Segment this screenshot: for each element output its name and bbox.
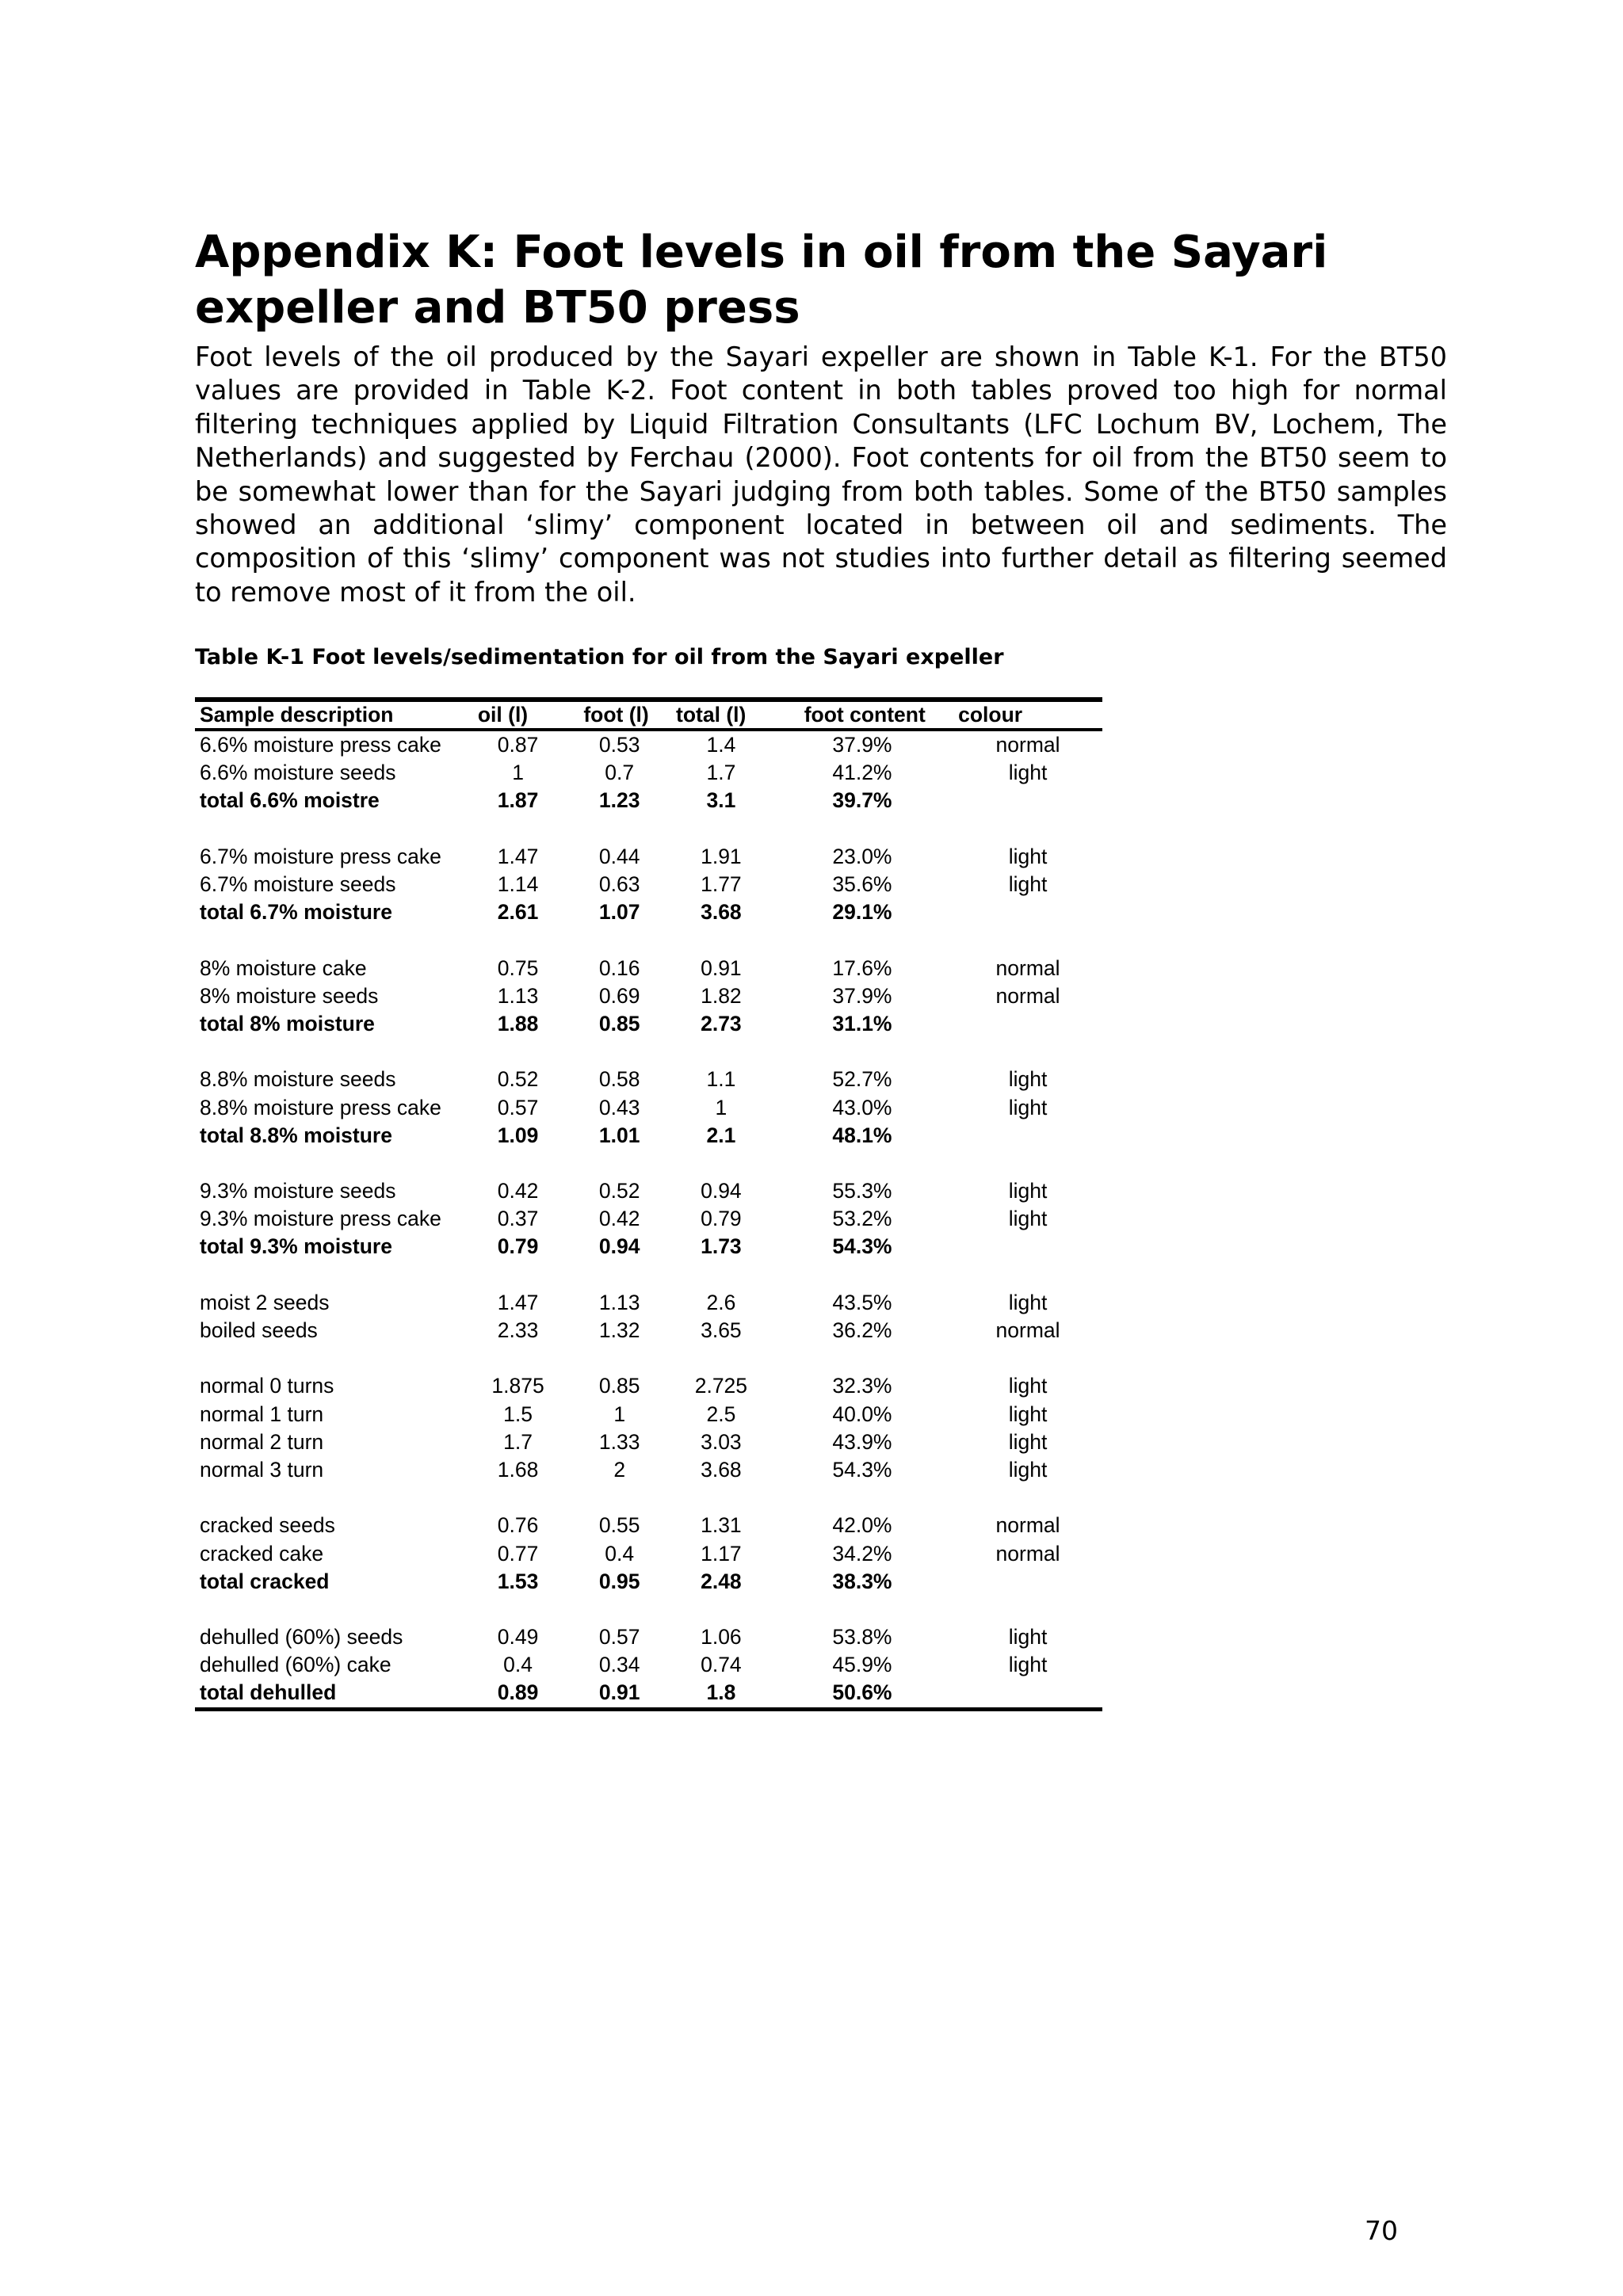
cell-foot: 1.07 xyxy=(598,900,640,925)
table-row xyxy=(195,1428,1102,1456)
spacer-cell xyxy=(195,1596,1102,1623)
table-total-row xyxy=(195,1010,1102,1038)
cell-foot-content: 53.2% xyxy=(832,1207,892,1231)
table-row xyxy=(195,843,1102,871)
cell-colour: light xyxy=(1008,1067,1048,1092)
cell-sample-description: 6.7% moisture press cake xyxy=(200,844,441,868)
cell-foot-content: 43.9% xyxy=(832,1429,892,1454)
cell-foot-content: 31.1% xyxy=(832,1011,892,1035)
cell-oil: 0.75 xyxy=(497,955,539,980)
cell-foot: 0.63 xyxy=(598,872,640,897)
cell-colour: light xyxy=(1008,1457,1048,1482)
spacer-cell xyxy=(195,1038,1102,1066)
cell-colour: normal xyxy=(995,1513,1060,1538)
cell-foot: 0.7 xyxy=(605,761,635,785)
cell-foot-content: 40.0% xyxy=(832,1402,892,1426)
cell-total: 0.74 xyxy=(701,1653,742,1677)
cell-foot-content: 52.7% xyxy=(832,1067,892,1092)
page-number: 70 xyxy=(1365,2215,1398,2246)
cell-sample-description: normal 2 turn xyxy=(200,1429,324,1454)
cell-foot-content: 43.0% xyxy=(832,1095,892,1119)
cell-sample-description: 8.8% moisture press cake xyxy=(200,1095,441,1119)
cell-sample-description: dehulled (60%) cake xyxy=(200,1653,391,1677)
table-spacer-row xyxy=(195,1261,1102,1289)
cell-foot-content: 41.2% xyxy=(832,761,892,785)
spacer-cell xyxy=(195,926,1102,954)
table-total-row xyxy=(195,1122,1102,1150)
cell-foot: 0.95 xyxy=(598,1569,640,1593)
cell-oil: 1 xyxy=(512,761,524,785)
cell-foot-content: 48.1% xyxy=(832,1123,892,1147)
cell-oil: 0.37 xyxy=(497,1207,539,1231)
header-oil: oil (l) xyxy=(468,700,568,730)
cell-oil: 2.33 xyxy=(497,1318,539,1343)
cell-foot: 0.58 xyxy=(598,1067,640,1092)
cell-oil: 1.47 xyxy=(497,1290,539,1314)
table-row xyxy=(195,1456,1102,1484)
cell-foot: 0.55 xyxy=(598,1513,640,1538)
cell-foot-content: 17.6% xyxy=(832,955,892,980)
spacer-cell xyxy=(195,1344,1102,1372)
cell-foot: 0.94 xyxy=(598,1234,640,1259)
table-row xyxy=(195,1205,1102,1233)
header-colour: colour xyxy=(953,700,1102,730)
table-spacer-row xyxy=(195,1038,1102,1066)
cell-total: 1.31 xyxy=(701,1513,742,1538)
cell-foot: 0.42 xyxy=(598,1207,640,1231)
cell-oil: 1.7 xyxy=(503,1429,533,1454)
cell-colour: light xyxy=(1008,844,1048,868)
cell-total: 2.6 xyxy=(706,1290,736,1314)
cell-sample-description: 6.6% moisture press cake xyxy=(200,733,441,757)
table-row xyxy=(195,1623,1102,1651)
cell-oil: 0.76 xyxy=(497,1513,539,1538)
cell-sample-description: total 6.7% moisture xyxy=(200,900,392,925)
cell-total: 1.06 xyxy=(701,1625,742,1650)
table-total-row xyxy=(195,1233,1102,1261)
cell-colour: light xyxy=(1008,761,1048,785)
cell-total: 3.68 xyxy=(701,900,742,925)
cell-oil: 2.61 xyxy=(497,900,539,925)
table-row xyxy=(195,955,1102,982)
cell-sample-description: total 9.3% moisture xyxy=(200,1234,392,1259)
page-heading: Appendix K: Foot levels in oil from the Sayari expeller and BT50 press xyxy=(195,227,1328,334)
cell-oil: 1.5 xyxy=(503,1402,533,1426)
cell-foot: 2 xyxy=(613,1457,626,1482)
cell-sample-description: cracked seeds xyxy=(200,1513,335,1538)
table-spacer-row xyxy=(195,926,1102,954)
cell-colour: light xyxy=(1008,1402,1048,1426)
cell-colour: light xyxy=(1008,1095,1048,1119)
cell-foot-content: 37.9% xyxy=(832,983,892,1008)
cell-foot-content: 54.3% xyxy=(832,1234,892,1259)
table-spacer-row xyxy=(195,1596,1102,1623)
cell-foot: 0.52 xyxy=(598,1179,640,1203)
cell-foot-content: 43.5% xyxy=(832,1290,892,1314)
cell-oil: 0.79 xyxy=(497,1234,539,1259)
cell-total: 2.725 xyxy=(694,1374,748,1398)
cell-foot: 0.44 xyxy=(598,844,640,868)
cell-foot-content: 32.3% xyxy=(832,1374,892,1398)
cell-colour: light xyxy=(1008,1374,1048,1398)
table-row xyxy=(195,759,1102,787)
cell-total: 3.1 xyxy=(706,788,736,813)
cell-oil: 0.42 xyxy=(497,1179,539,1203)
cell-sample-description: total dehulled xyxy=(200,1680,337,1705)
cell-sample-description: dehulled (60%) seeds xyxy=(200,1625,403,1650)
cell-colour: light xyxy=(1008,1207,1048,1231)
cell-foot: 0.43 xyxy=(598,1095,640,1119)
cell-total: 1.8 xyxy=(706,1680,736,1705)
cell-foot: 0.85 xyxy=(598,1374,640,1398)
cell-oil: 1.88 xyxy=(497,1011,539,1035)
table-spacer-row xyxy=(195,1150,1102,1177)
cell-sample-description: 9.3% moisture seeds xyxy=(200,1179,396,1203)
table-row xyxy=(195,982,1102,1010)
spacer-cell xyxy=(195,1261,1102,1289)
cell-total: 0.91 xyxy=(701,955,742,980)
cell-sample-description: total 6.6% moistre xyxy=(200,788,380,813)
cell-total: 1.82 xyxy=(701,983,742,1008)
cell-total: 0.94 xyxy=(701,1179,742,1203)
cell-sample-description: 8% moisture seeds xyxy=(200,983,379,1008)
cell-foot-content: 54.3% xyxy=(832,1457,892,1482)
cell-foot: 0.57 xyxy=(598,1625,640,1650)
cell-oil: 1.14 xyxy=(497,872,539,897)
cell-foot: 0.53 xyxy=(598,733,640,757)
cell-colour xyxy=(953,1010,1102,1038)
cell-total: 3.68 xyxy=(701,1457,742,1482)
cell-colour xyxy=(953,898,1102,926)
spacer-cell xyxy=(195,815,1102,843)
cell-foot: 0.85 xyxy=(598,1011,640,1035)
cell-foot: 1.33 xyxy=(598,1429,640,1454)
cell-foot-content: 38.3% xyxy=(832,1569,892,1593)
cell-sample-description: 6.7% moisture seeds xyxy=(200,872,396,897)
cell-foot: 0.4 xyxy=(605,1541,635,1566)
cell-sample-description: cracked cake xyxy=(200,1541,324,1566)
cell-oil: 1.87 xyxy=(497,788,539,813)
header-total: total (l) xyxy=(671,700,771,730)
table-total-row xyxy=(195,787,1102,814)
cell-sample-description: normal 1 turn xyxy=(200,1402,324,1426)
cell-colour: light xyxy=(1008,1179,1048,1203)
cell-oil: 1.875 xyxy=(491,1374,544,1398)
header-foot-content: foot content xyxy=(771,700,953,730)
cell-sample-description: 8% moisture cake xyxy=(200,955,367,980)
table-row xyxy=(195,1093,1102,1121)
cell-colour xyxy=(953,1122,1102,1150)
cell-foot-content: 45.9% xyxy=(832,1653,892,1677)
cell-foot: 1.01 xyxy=(598,1123,640,1147)
table-row xyxy=(195,1651,1102,1679)
cell-oil: 0.57 xyxy=(497,1095,539,1119)
cell-total: 0.79 xyxy=(701,1207,742,1231)
cell-total: 1.17 xyxy=(701,1541,742,1566)
cell-oil: 1.47 xyxy=(497,844,539,868)
cell-colour xyxy=(953,1233,1102,1261)
cell-sample-description: moist 2 seeds xyxy=(200,1290,330,1314)
table-body xyxy=(195,730,1102,1709)
foot-levels-table xyxy=(195,697,1102,1711)
cell-total: 2.1 xyxy=(706,1123,736,1147)
cell-sample-description: normal 0 turns xyxy=(200,1374,334,1398)
cell-foot: 0.69 xyxy=(598,983,640,1008)
table-row xyxy=(195,730,1102,759)
cell-colour: normal xyxy=(995,1541,1060,1566)
table-row xyxy=(195,1289,1102,1317)
cell-foot-content: 50.6% xyxy=(832,1680,892,1705)
cell-colour: light xyxy=(1008,1653,1048,1677)
table-spacer-row xyxy=(195,1344,1102,1372)
cell-foot: 1.32 xyxy=(598,1318,640,1343)
cell-oil: 1.68 xyxy=(497,1457,539,1482)
cell-sample-description: 8.8% moisture seeds xyxy=(200,1067,396,1092)
cell-oil: 1.13 xyxy=(497,983,539,1008)
cell-oil: 0.49 xyxy=(497,1625,539,1650)
table-total-row xyxy=(195,1679,1102,1709)
table-header-row xyxy=(195,700,1102,730)
cell-total: 1.7 xyxy=(706,761,736,785)
header-foot: foot (l) xyxy=(567,700,671,730)
cell-foot-content: 55.3% xyxy=(832,1179,892,1203)
cell-colour: normal xyxy=(995,955,1060,980)
cell-colour xyxy=(953,1568,1102,1596)
cell-total: 1.4 xyxy=(706,733,736,757)
cell-colour: light xyxy=(1008,1625,1048,1650)
cell-sample-description: 6.6% moisture seeds xyxy=(200,761,396,785)
cell-foot-content: 37.9% xyxy=(832,733,892,757)
table-row xyxy=(195,1512,1102,1539)
cell-foot: 0.34 xyxy=(598,1653,640,1677)
cell-oil: 0.4 xyxy=(503,1653,533,1677)
spacer-cell xyxy=(195,1484,1102,1512)
cell-total: 3.03 xyxy=(701,1429,742,1454)
table-row xyxy=(195,871,1102,898)
cell-foot-content: 23.0% xyxy=(832,844,892,868)
cell-total: 1.91 xyxy=(701,844,742,868)
cell-foot-content: 29.1% xyxy=(832,900,892,925)
header-sample-description: Sample description xyxy=(195,700,468,730)
intro-paragraph: Foot levels of the oil produced by the Sayari expeller are shown in Table K-1. For the BT50 values are provided in Table K-2. Foot content in both tables proved too high for normal filtering techniques applied by Liquid Filtration Consultants (LFC Lochum BV, Lochem, The Netherlands) and suggested by Ferchau (2000). Foot contents for oil from the BT50 seem to be somewhat lower than for the Sayari judging from both tables. Some of the BT50 samples showed an additional ‘slimy’ component located in between oil and sediments. The composition of this ‘slimy’ component was not studies into further detail as filtering seemed to remove most of it from the oil. xyxy=(195,341,1447,608)
cell-oil: 0.52 xyxy=(497,1067,539,1092)
cell-colour: normal xyxy=(995,983,1060,1008)
cell-foot-content: 42.0% xyxy=(832,1513,892,1538)
cell-colour: light xyxy=(1008,872,1048,897)
table-spacer-row xyxy=(195,815,1102,843)
cell-total: 1.77 xyxy=(701,872,742,897)
table-caption: Table K-1 Foot levels/sedimentation for oil from the Sayari expeller xyxy=(195,645,1004,669)
cell-oil: 0.77 xyxy=(497,1541,539,1566)
cell-total: 1 xyxy=(715,1095,727,1119)
cell-foot: 1 xyxy=(613,1402,626,1426)
cell-colour: light xyxy=(1008,1290,1048,1314)
cell-colour: light xyxy=(1008,1429,1048,1454)
cell-total: 1.1 xyxy=(706,1067,736,1092)
cell-foot-content: 34.2% xyxy=(832,1541,892,1566)
cell-colour: normal xyxy=(995,1318,1060,1343)
cell-foot-content: 35.6% xyxy=(832,872,892,897)
cell-sample-description: 9.3% moisture press cake xyxy=(200,1207,441,1231)
cell-foot: 1.23 xyxy=(598,788,640,813)
cell-sample-description: normal 3 turn xyxy=(200,1457,324,1482)
cell-sample-description: total 8% moisture xyxy=(200,1011,375,1035)
cell-colour xyxy=(953,787,1102,814)
cell-foot-content: 39.7% xyxy=(832,788,892,813)
table-row xyxy=(195,1401,1102,1428)
table-row xyxy=(195,1317,1102,1344)
cell-total: 2.73 xyxy=(701,1011,742,1035)
cell-sample-description: boiled seeds xyxy=(200,1318,318,1343)
table-row xyxy=(195,1372,1102,1400)
cell-total: 2.48 xyxy=(701,1569,742,1593)
table-row xyxy=(195,1177,1102,1205)
table-row xyxy=(195,1066,1102,1093)
table-total-row xyxy=(195,898,1102,926)
cell-total: 2.5 xyxy=(706,1402,736,1426)
cell-colour: normal xyxy=(995,733,1060,757)
cell-foot: 0.16 xyxy=(598,955,640,980)
cell-total: 3.65 xyxy=(701,1318,742,1343)
spacer-cell xyxy=(195,1150,1102,1177)
cell-foot-content: 53.8% xyxy=(832,1625,892,1650)
cell-foot-content: 36.2% xyxy=(832,1318,892,1343)
cell-colour xyxy=(953,1679,1102,1709)
table-row xyxy=(195,1539,1102,1567)
cell-sample-description: total cracked xyxy=(200,1569,330,1593)
cell-oil: 1.53 xyxy=(497,1569,539,1593)
cell-oil: 0.87 xyxy=(497,733,539,757)
cell-foot: 1.13 xyxy=(598,1290,640,1314)
table-total-row xyxy=(195,1568,1102,1596)
cell-oil: 0.89 xyxy=(497,1680,539,1705)
cell-sample-description: total 8.8% moisture xyxy=(200,1123,392,1147)
cell-oil: 1.09 xyxy=(497,1123,539,1147)
cell-foot: 0.91 xyxy=(598,1680,640,1705)
table-spacer-row xyxy=(195,1484,1102,1512)
cell-total: 1.73 xyxy=(701,1234,742,1259)
